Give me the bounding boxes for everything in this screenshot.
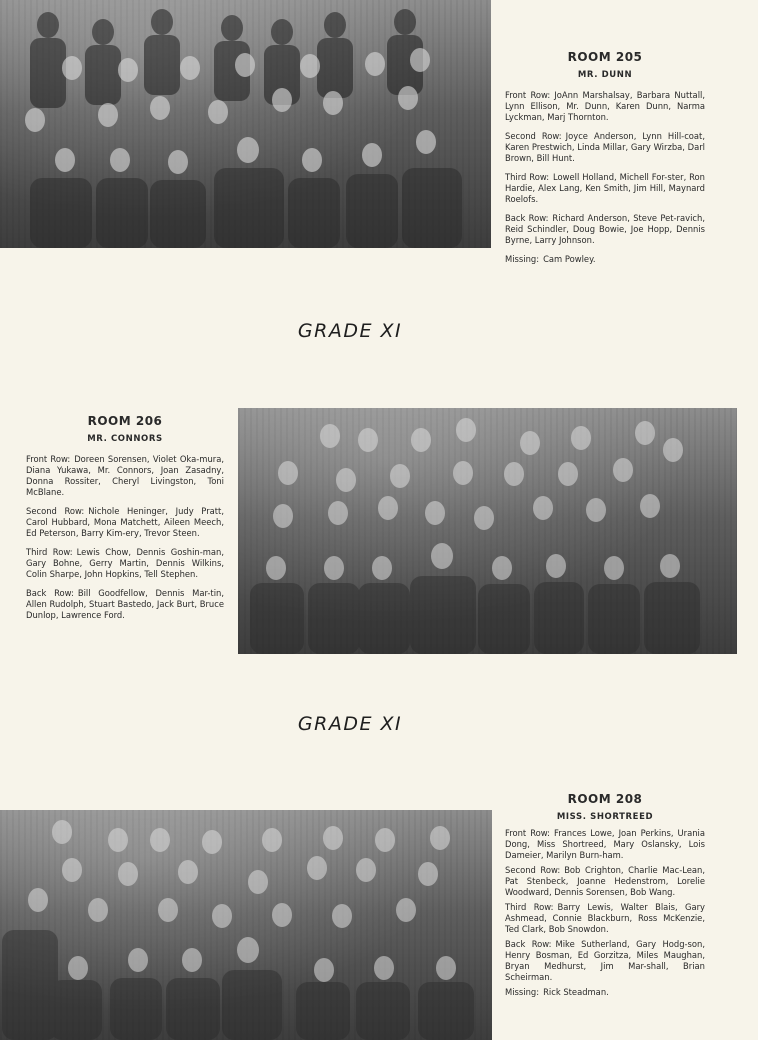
back-row-names: Back Row: Richard Anderson, Steve Pet-ravich, Reid Schindler, Doug Bowie, Joe Hopp, Dennis Byrne, Larry Johnson. bbox=[505, 213, 705, 245]
room-title: ROOM 206 bbox=[87, 414, 163, 428]
back-row-names: Back Row: Mike Sutherland, Gary Hodg-son, Henry Bosman, Ed Gorzitza, Miles Maughan, Bryan Medhurst, Jim Mar-shall, Brian Scheirman. bbox=[505, 939, 705, 982]
class-photo-room-206 bbox=[238, 408, 737, 654]
class-photo-room-205 bbox=[0, 0, 491, 248]
second-row-names: Second Row: Bob Crighton, Charlie Mac-Lean, Pat Stenbeck, Joanne Hedenstrom, Lorelie Woodward, Dennis Sorensen, Bob Wang. bbox=[505, 865, 706, 897]
second-row-names: Second Row: Nichole Heninger, Judy Pratt, Carol Hubbard, Mona Matchett, Aileen Meech, Ed Peterson, Barry Kim-ery, Trevor Steen. bbox=[26, 506, 224, 538]
room-title: ROOM 205 bbox=[567, 50, 643, 64]
third-row-names: Third Row: Barry Lewis, Walter Blais, Gary Ashmead, Connie Blackburn, Ross McKenzie, Ted Clark, Bob Snowdon. bbox=[505, 902, 705, 934]
back-row-names: Back Row: Bill Goodfellow, Dennis Mar-tin, Allen Rudolph, Stuart Bastedo, Jack Burt, Bruce Dunlop, Lawrence Ford. bbox=[26, 588, 224, 620]
group-silhouettes bbox=[0, 810, 492, 1040]
front-row-names: Front Row: Doreen Sorensen, Violet Oka-mura, Diana Yukawa, Mr. Connors, Joan Zasadny, Donna Rossiter, Cheryl Livingston, Toni McBlane. bbox=[26, 454, 224, 497]
class-photo-room-208 bbox=[0, 810, 492, 1040]
group-silhouettes bbox=[238, 408, 737, 654]
third-row-names: Third Row: Lowell Holland, Michell For-ster, Ron Hardie, Alex Lang, Ken Smith, Jim Hill, Maynard Roelofs. bbox=[505, 172, 705, 204]
front-row-names: Front Row: Frances Lowe, Joan Perkins, Urania Dong, Miss Shortreed, Mary Oslansky, Lois Dameier, Marilyn Burn-ham. bbox=[505, 828, 706, 860]
room-title: ROOM 208 bbox=[567, 792, 643, 806]
front-row-names: Front Row: JoAnn Marshalsay, Barbara Nuttall, Lynn Ellison, Mr. Dunn, Karen Dunn, Narma Lyckman, Marj Thornton. bbox=[505, 90, 706, 122]
missing-names: Missing: Rick Steadman. bbox=[505, 987, 609, 997]
grade-heading: GRADE XI bbox=[297, 320, 403, 342]
third-row-names: Third Row: Lewis Chow, Dennis Goshin-man, Gary Bohne, Gerry Martin, Dennis Wilkins, Colin Sharpe, John Hopkins, Tell Stephen. bbox=[26, 547, 224, 579]
room-205-caption bbox=[505, 50, 705, 273]
missing-names: Missing: Cam Powley. bbox=[505, 254, 596, 264]
teacher-name: MR. CONNORS bbox=[87, 434, 163, 444]
group-silhouettes bbox=[0, 0, 491, 248]
teacher-name: MISS. SHORTREED bbox=[556, 812, 654, 822]
second-row-names: Second Row: Joyce Anderson, Lynn Hill-coat, Karen Prestwich, Linda Millar, Gary Wirzba, Darl Brown, Bill Hunt. bbox=[505, 131, 706, 163]
teacher-name: MR. DUNN bbox=[577, 70, 633, 80]
grade-heading: GRADE XI bbox=[297, 713, 403, 735]
room-206-caption bbox=[26, 414, 224, 629]
room-208-caption bbox=[505, 792, 705, 1006]
